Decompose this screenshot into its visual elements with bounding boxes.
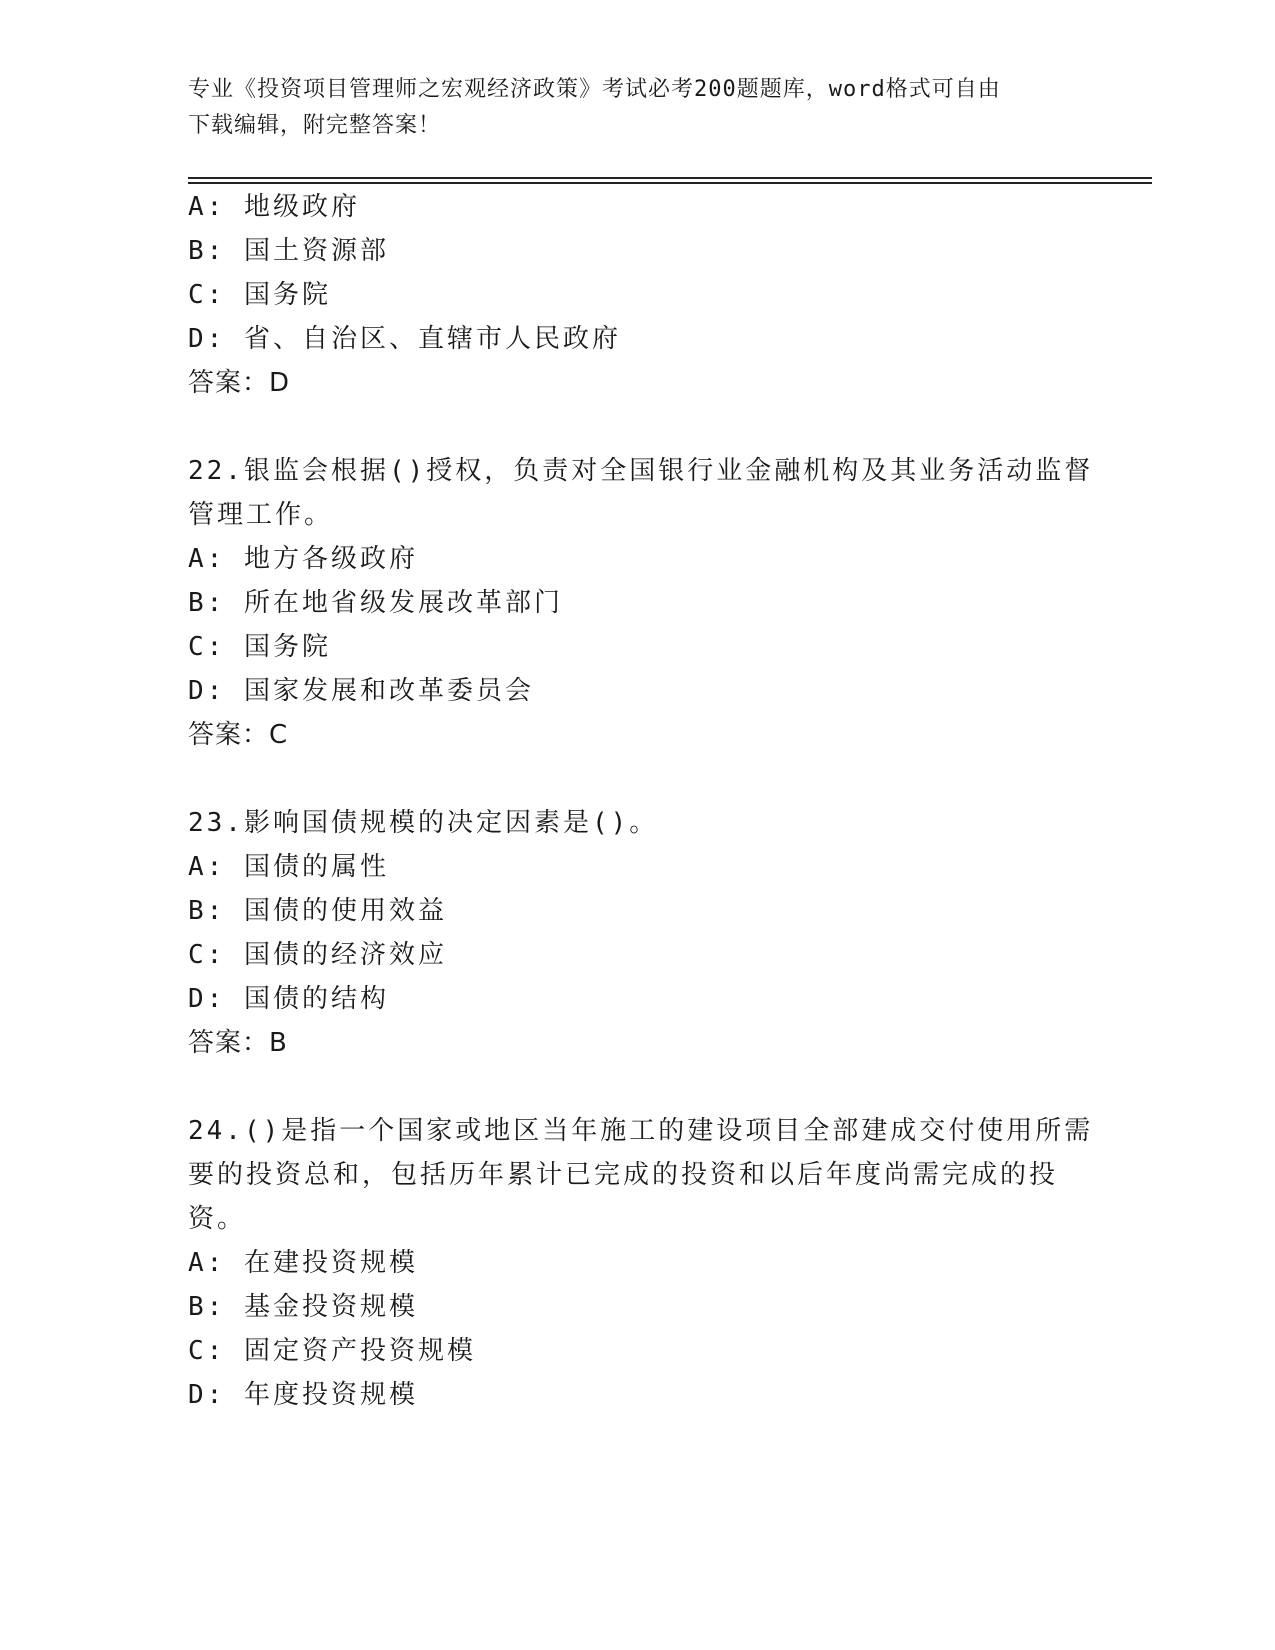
q24-option-a: A: 在建投资规模 xyxy=(188,1248,418,1278)
q24-option-d: D: 年度投资规模 xyxy=(188,1380,418,1410)
q22-option-b: B: 所在地省级发展改革部门 xyxy=(188,588,563,618)
q24-stem-line-3: 资。 xyxy=(188,1204,247,1234)
q21-option-c: C: 国务院 xyxy=(188,280,331,310)
q21-option-b: B: 国土资源部 xyxy=(188,236,389,266)
q24-option-b: B: 基金投资规模 xyxy=(188,1292,418,1322)
q24-option-c: C: 固定资产投资规模 xyxy=(188,1336,476,1366)
header-divider-top xyxy=(188,177,1152,179)
q24-stem-line-1: 24.()是指一个国家或地区当年施工的建设项目全部建成交付使用所需 xyxy=(188,1116,1094,1146)
q21-answer: 答案：D xyxy=(188,368,291,398)
q23-option-c: C: 国债的经济效应 xyxy=(188,940,447,970)
header-line-2: 下载编辑，附完整答案！ xyxy=(188,113,442,138)
q22-answer: 答案：C xyxy=(188,720,289,750)
header-line-1: 专业《投资项目管理师之宏观经济政策》考试必考200题题库，word格式可自由 xyxy=(188,77,1001,102)
header-divider-bottom xyxy=(188,182,1152,184)
q23-answer: 答案：B xyxy=(188,1028,288,1058)
q23-option-d: D: 国债的结构 xyxy=(188,984,389,1014)
q23-option-a: A: 国债的属性 xyxy=(188,852,389,882)
q21-option-d: D: 省、自治区、直辖市人民政府 xyxy=(188,324,621,354)
q22-option-a: A: 地方各级政府 xyxy=(188,544,418,574)
q23-option-b: B: 国债的使用效益 xyxy=(188,896,447,926)
q22-stem-line-1: 22.银监会根据()授权，负责对全国银行业金融机构及其业务活动监督 xyxy=(188,456,1094,486)
q24-stem-line-2: 要的投资总和，包括历年累计已完成的投资和以后年度尚需完成的投 xyxy=(188,1160,1059,1190)
q21-option-a: A: 地级政府 xyxy=(188,192,360,222)
q22-option-c: C: 国务院 xyxy=(188,632,331,662)
document-header xyxy=(188,72,1088,144)
q22-option-d: D: 国家发展和改革委员会 xyxy=(188,676,534,706)
q22-stem-line-2: 管理工作。 xyxy=(188,500,334,530)
q23-stem-line-1: 23.影响国债规模的决定因素是()。 xyxy=(188,808,659,838)
